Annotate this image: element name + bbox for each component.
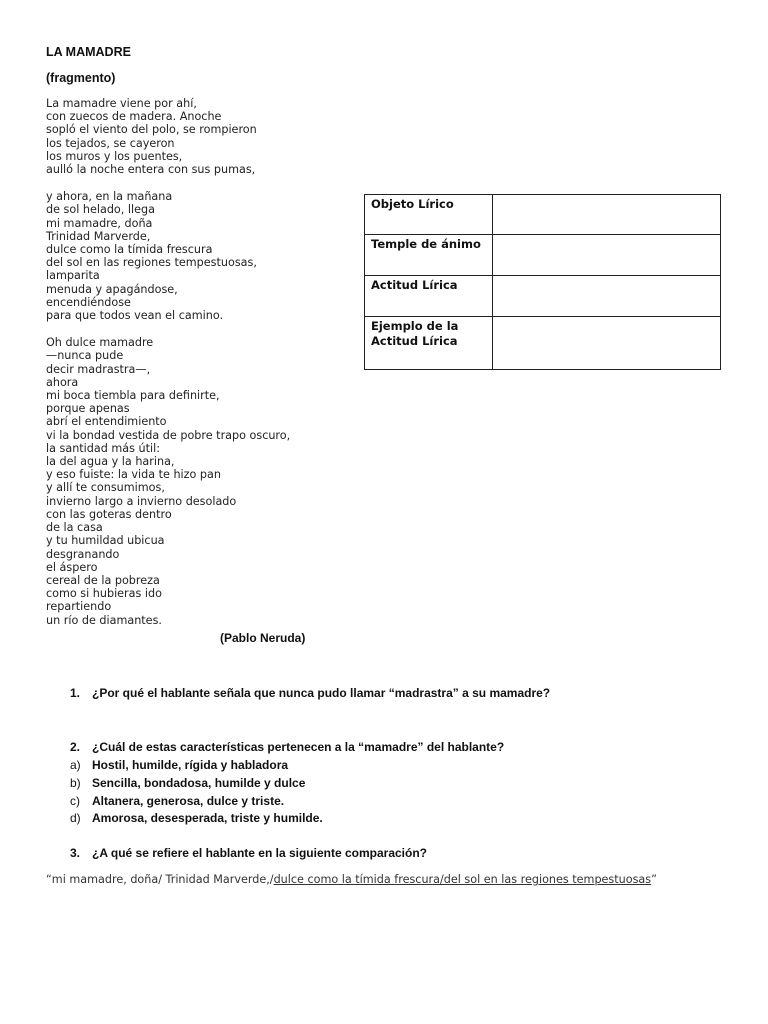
answer-cell-ejemplo-actitud-lirica[interactable] xyxy=(493,317,721,370)
quote-open: “mi mamadre, doña/ Trinidad Marverde,/ xyxy=(46,873,274,886)
poem-text xyxy=(46,97,366,641)
poem-title: LA MAMADRE xyxy=(46,45,131,59)
option-letter: b) xyxy=(70,776,81,790)
poem-line: la del agua y la harina, xyxy=(46,455,175,469)
poem-line: repartiendo xyxy=(46,600,112,614)
poem-line: con las goteras dentro xyxy=(46,507,172,521)
answer-cell-temple-de-animo[interactable] xyxy=(493,235,721,276)
poem-line: lamparita xyxy=(46,269,100,283)
poem-line: ahora xyxy=(46,375,79,389)
option-text: Hostil, humilde, rígida y habladora xyxy=(92,758,289,772)
poem-line: y eso fuiste: la vida te hizo pan xyxy=(46,468,221,482)
table-row xyxy=(365,235,721,276)
poem-line: dulce como la tímida frescura xyxy=(46,243,213,257)
poem-line: vi la bondad vestida de pobre trapo oscuro, xyxy=(46,428,291,442)
analysis-table xyxy=(364,194,721,370)
table-row xyxy=(365,317,721,370)
poem-line: mi boca tiembla para definirte, xyxy=(46,389,220,403)
poem-line: los tejados, se cayeron xyxy=(46,136,175,150)
poem-line: cereal de la pobreza xyxy=(46,573,160,587)
poem-line: invierno largo a invierno desolado xyxy=(46,494,237,508)
answer-cell-actitud-lirica[interactable] xyxy=(493,276,721,317)
poem-line: La mamadre viene por ahí, xyxy=(46,97,197,110)
poem-line: el áspero xyxy=(46,560,98,574)
poem-line: los muros y los puentes, xyxy=(46,149,183,163)
poem-line: del sol en las regiones tempestuosas, xyxy=(46,256,257,270)
poem-line: Trinidad Marverde, xyxy=(46,229,151,243)
poem-line: de la casa xyxy=(46,521,103,535)
question-number: 2. xyxy=(70,740,81,754)
stanza-2 xyxy=(46,190,366,322)
poem-line: la santidad más útil: xyxy=(46,441,161,455)
row-label-ejemplo-actitud-lirica: Ejemplo de la Actitud Lírica xyxy=(365,317,493,370)
poem-line: abrí el entendimiento xyxy=(46,415,167,429)
poem-line: desgranando xyxy=(46,547,120,561)
poem-line: con zuecos de madera. Anoche xyxy=(46,110,222,124)
stanza-3 xyxy=(46,336,366,626)
question-number: 1. xyxy=(70,686,81,700)
answer-cell-objeto-lirico[interactable] xyxy=(493,195,721,235)
option-letter: c) xyxy=(70,794,80,808)
option-text: Sencilla, bondadosa, humilde y dulce xyxy=(92,776,306,790)
row-label-actitud-lirica: Actitud Lírica xyxy=(365,276,493,317)
option-letter: a) xyxy=(70,758,81,772)
poem-line: y allí te consumimos, xyxy=(46,481,165,495)
poem-line: —nunca pude xyxy=(46,349,124,363)
quote-close: ” xyxy=(651,873,657,886)
poem-line: y ahora, en la mañana xyxy=(46,190,173,204)
table-row xyxy=(365,276,721,317)
poem-line: encendiéndose xyxy=(46,295,131,309)
row-label-temple-de-animo: Temple de ánimo xyxy=(365,235,493,276)
poem-line: y tu humildad ubicua xyxy=(46,534,165,548)
stanza-1 xyxy=(46,97,366,176)
question-number: 3. xyxy=(70,846,81,860)
poem-line: decir madrastra—, xyxy=(46,362,151,376)
table-row xyxy=(365,195,721,235)
poem-subtitle: (fragmento) xyxy=(46,71,116,85)
option-text: Altanera, generosa, dulce y triste. xyxy=(92,794,285,808)
poem-quote xyxy=(46,873,657,886)
poem-author: (Pablo Neruda) xyxy=(220,631,306,645)
question-text: ¿Por qué el hablante señala que nunca pudo llamar “madrastra” a su mamadre? xyxy=(92,686,551,700)
poem-line: menuda y apagándose, xyxy=(46,282,178,296)
poem-line: Oh dulce mamadre xyxy=(46,336,154,350)
poem-line: de sol helado, llega xyxy=(46,203,155,217)
poem-line: como si hubieras ido xyxy=(46,587,162,601)
row-label-objeto-lirico: Objeto Lírico xyxy=(365,195,493,235)
poem-line: mi mamadre, doña xyxy=(46,216,153,230)
poem-line: un río de diamantes. xyxy=(46,613,162,627)
poem-line: sopló el viento del polo, se rompieron xyxy=(46,123,257,137)
poem-line: aulló la noche entera con sus pumas, xyxy=(46,163,256,177)
quote-underlined: dulce como la tímida frescura/del sol en las regiones tempestuosas xyxy=(273,873,652,886)
poem-line: para que todos vean el camino. xyxy=(46,309,224,323)
option-text: Amorosa, desesperada, triste y humilde. xyxy=(92,811,323,825)
question-text: ¿A qué se refiere el hablante en la siguiente comparación? xyxy=(92,846,427,860)
option-letter: d) xyxy=(70,811,81,825)
question-text: ¿Cuál de estas características pertenecen a la “mamadre” del hablante? xyxy=(92,740,505,754)
poem-line: porque apenas xyxy=(46,402,130,416)
